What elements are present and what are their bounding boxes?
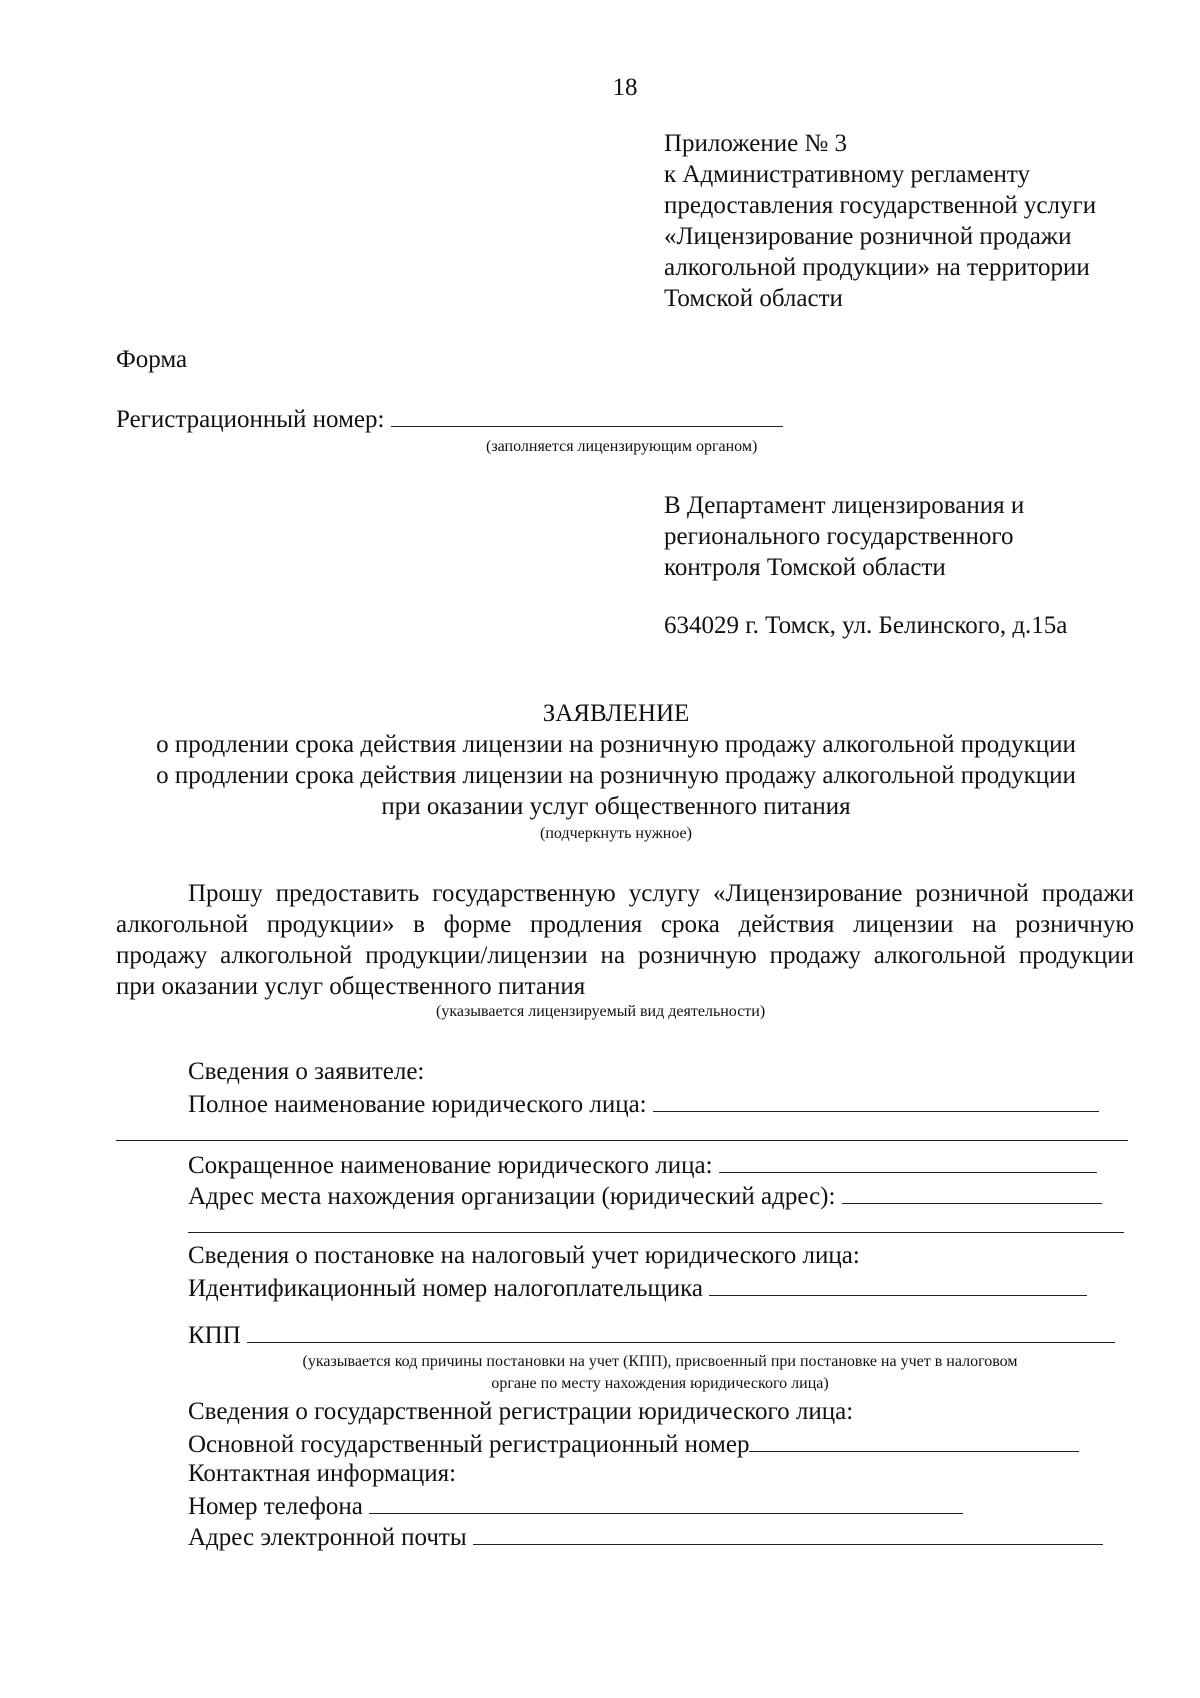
reg-number-row — [116, 404, 783, 434]
full-name-field[interactable] — [653, 1089, 1099, 1112]
kpp-label: КПП — [188, 1322, 241, 1349]
body-line: Прошу предоставить государственную услугу «Лицензирование розничной продажи — [188, 880, 1134, 907]
phone-row — [188, 1491, 963, 1521]
phone-label: Номер телефона — [188, 1493, 363, 1520]
kpp-note: (указывается код причины постановки на учет (КПП), присвоенный при постановке на учет в налоговом — [302, 1353, 1018, 1370]
email-field[interactable] — [473, 1522, 1103, 1545]
appendix-block — [664, 128, 1096, 314]
recipient-line: регионального государственного — [664, 523, 1014, 550]
email-row — [188, 1522, 1103, 1552]
email-label: Адрес электронной почты — [188, 1524, 467, 1551]
full-name-label: Полное наименование юридического лица: — [188, 1091, 647, 1118]
inn-label: Идентификационный номер налогоплательщика — [188, 1275, 704, 1302]
address-row — [188, 1181, 1102, 1211]
kpp-note: органе по месту нахождения юридического лица) — [491, 1375, 829, 1392]
appendix-line: Томской области — [664, 285, 843, 312]
full-name-row — [188, 1089, 1099, 1119]
appendix-line: алкогольной продукции» на территории — [664, 254, 1090, 281]
title-option-2: о продлении срока действия лицензии на розничную продажу алкогольной продукции — [156, 762, 1076, 789]
tax-header: Сведения о постановке на налоговый учет юридического лица: — [188, 1242, 860, 1269]
appendix-line: Приложение № 3 — [664, 130, 848, 157]
contact-header: Контактная информация: — [188, 1460, 457, 1487]
inn-field[interactable] — [709, 1273, 1087, 1296]
recipient-block — [664, 490, 1024, 583]
recipient-line: контроля Томской области — [664, 554, 946, 581]
appendix-line: «Лицензирование розничной продажи — [664, 223, 1072, 250]
document-title: ЗАЯВЛЕНИЕ — [542, 700, 690, 727]
ogrn-label: Основной государственный регистрационный номер — [188, 1431, 750, 1458]
reg-number-field[interactable] — [391, 404, 783, 427]
kpp-row — [188, 1320, 1115, 1350]
body-line: алкогольной продукции» в форме продления срока действия лицензии на розничную — [116, 911, 1134, 938]
short-name-field[interactable] — [719, 1150, 1097, 1173]
inn-row — [188, 1273, 1087, 1303]
ogrn-field[interactable] — [749, 1429, 1079, 1452]
body-line: при оказании услуг общественного питания — [116, 973, 586, 1000]
title-option-2-cont: при оказании услуг общественного питания — [381, 793, 851, 820]
appendix-line: к Административному регламенту — [664, 161, 1031, 188]
reg-number-note: (заполняется лицензирующим органом) — [486, 438, 758, 455]
recipient-address: 634029 г. Томск, ул. Белинского, д.15а — [664, 612, 1068, 639]
address-field[interactable] — [842, 1181, 1102, 1204]
kpp-field[interactable] — [247, 1320, 1115, 1343]
title-note: (подчеркнуть нужное) — [540, 825, 692, 842]
body-line: продажу алкогольной продукции/лицензии на розничную продажу алкогольной продукции — [116, 942, 1134, 969]
form-label: Форма — [116, 346, 188, 373]
full-name-field-cont[interactable] — [116, 1140, 1128, 1141]
reg-number-label: Регистрационный номер: — [116, 406, 385, 433]
appendix-line: предоставления государственной услуги — [664, 192, 1097, 219]
applicant-header: Сведения о заявителе: — [188, 1058, 425, 1085]
reg-header: Сведения о государственной регистрации юридического лица: — [188, 1398, 854, 1425]
address-label: Адрес места нахождения организации (юридический адрес): — [188, 1183, 836, 1210]
body-note: (указывается лицензируемый вид деятельности) — [436, 1003, 766, 1020]
ogrn-row — [188, 1429, 1079, 1459]
recipient-line: В Департамент лицензирования и — [664, 492, 1025, 519]
address-field-cont[interactable] — [188, 1232, 1124, 1233]
title-option-1: о продлении срока действия лицензии на розничную продажу алкогольной продукции — [156, 731, 1076, 758]
short-name-row — [188, 1150, 1097, 1180]
short-name-label: Сокращенное наименование юридического лица: — [188, 1152, 713, 1179]
phone-field[interactable] — [369, 1491, 963, 1514]
page-number: 18 — [612, 74, 638, 101]
